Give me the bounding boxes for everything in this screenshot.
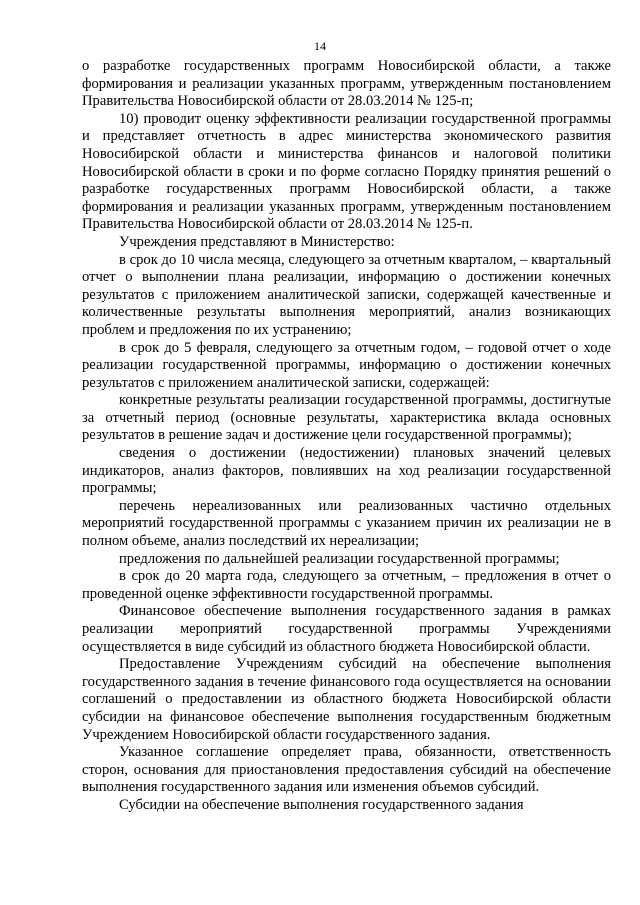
paragraph: Финансовое обеспечение выполнения государственного задания в рамках реализации мероприятий государственной программы Учреждениями осуществляется в виде субсидий из областного бюджета Новосибирской области. [82, 603, 611, 655]
paragraph: сведения о достижении (недостижении) плановых значений целевых индикаторов, анализ факторов, повлиявших на ход реализации государственной программы; [82, 445, 611, 497]
paragraph: перечень нереализованных или реализованных частично отдельных мероприятий государственной программы с указанием причин их реализации не в полном объеме, анализ последствий их нереализации; [82, 497, 611, 550]
paragraph: в срок до 10 числа месяца, следующего за отчетным кварталом, – квартальный отчет о выполнении плана реализации, информацию о достижении конечных результатов с приложением аналитической записки, содержащей качественные и количественные результаты выполнения мероприятий, анализ возникающих проблем и предложения по их устранению; [82, 251, 611, 338]
document-body [82, 58, 611, 815]
paragraph: в срок до 20 марта года, следующего за отчетным, – предложения в отчет о проведенной оценке эффективности государственной программы. [82, 568, 611, 602]
page-number: 14 [314, 39, 326, 53]
paragraph: Предоставление Учреждениям субсидий на обеспечение выполнения государственного задания в течение финансового года осуществляется на основании соглашений о предоставлении из областного бюджета Новосибирской области субсидии на финансовое обеспечение выполнения государственным бюджетным Учреждением Новосибирской области государственного задания. [82, 656, 611, 743]
paragraph: о разработке государственных программ Новосибирской области, а также формирования и реализации указанных программ, утвержденным постановлением Правительства Новосибирской области от 28.03.2014 № 125-п; [82, 58, 611, 110]
paragraph: 10) проводит оценку эффективности реализации государственной программы и представляет отчетность в адрес министерства экономического развития Новосибирской области и министерства финансов и налоговой политики Новосибирской области в сроки и по форме согласно Порядку принятия решений о разработке государственных программ Новосибирской области, а также формирования и реализации указанных программ, утвержденным постановлением Правительства Новосибирской области от 28.03.2014 № 125-п. [82, 110, 611, 233]
paragraph: предложения по дальнейшей реализации государственной программы; [119, 550, 560, 567]
paragraph: конкретные результаты реализации государственной программы, достигнутые за отчетный период (основные результаты, характеристика вклада основных результатов в решение задач и достижение цели государственной программы); [82, 392, 611, 444]
paragraph: Учреждения представляют в Министерство: [119, 233, 395, 250]
paragraph: Указанное соглашение определяет права, обязанности, ответственность сторон, основания для приостановления предоставления субсидий на обеспечение выполнения государственного задания или изменения объемов субсидий. [82, 744, 611, 796]
paragraph: в срок до 5 февраля, следующего за отчетным годом, – годовой отчет о ходе реализации государственной программы, информацию о достижении конечных результатов с приложением аналитической записки, содержащей: [82, 339, 611, 391]
paragraph: Субсидии на обеспечение выполнения государственного задания [119, 796, 524, 813]
